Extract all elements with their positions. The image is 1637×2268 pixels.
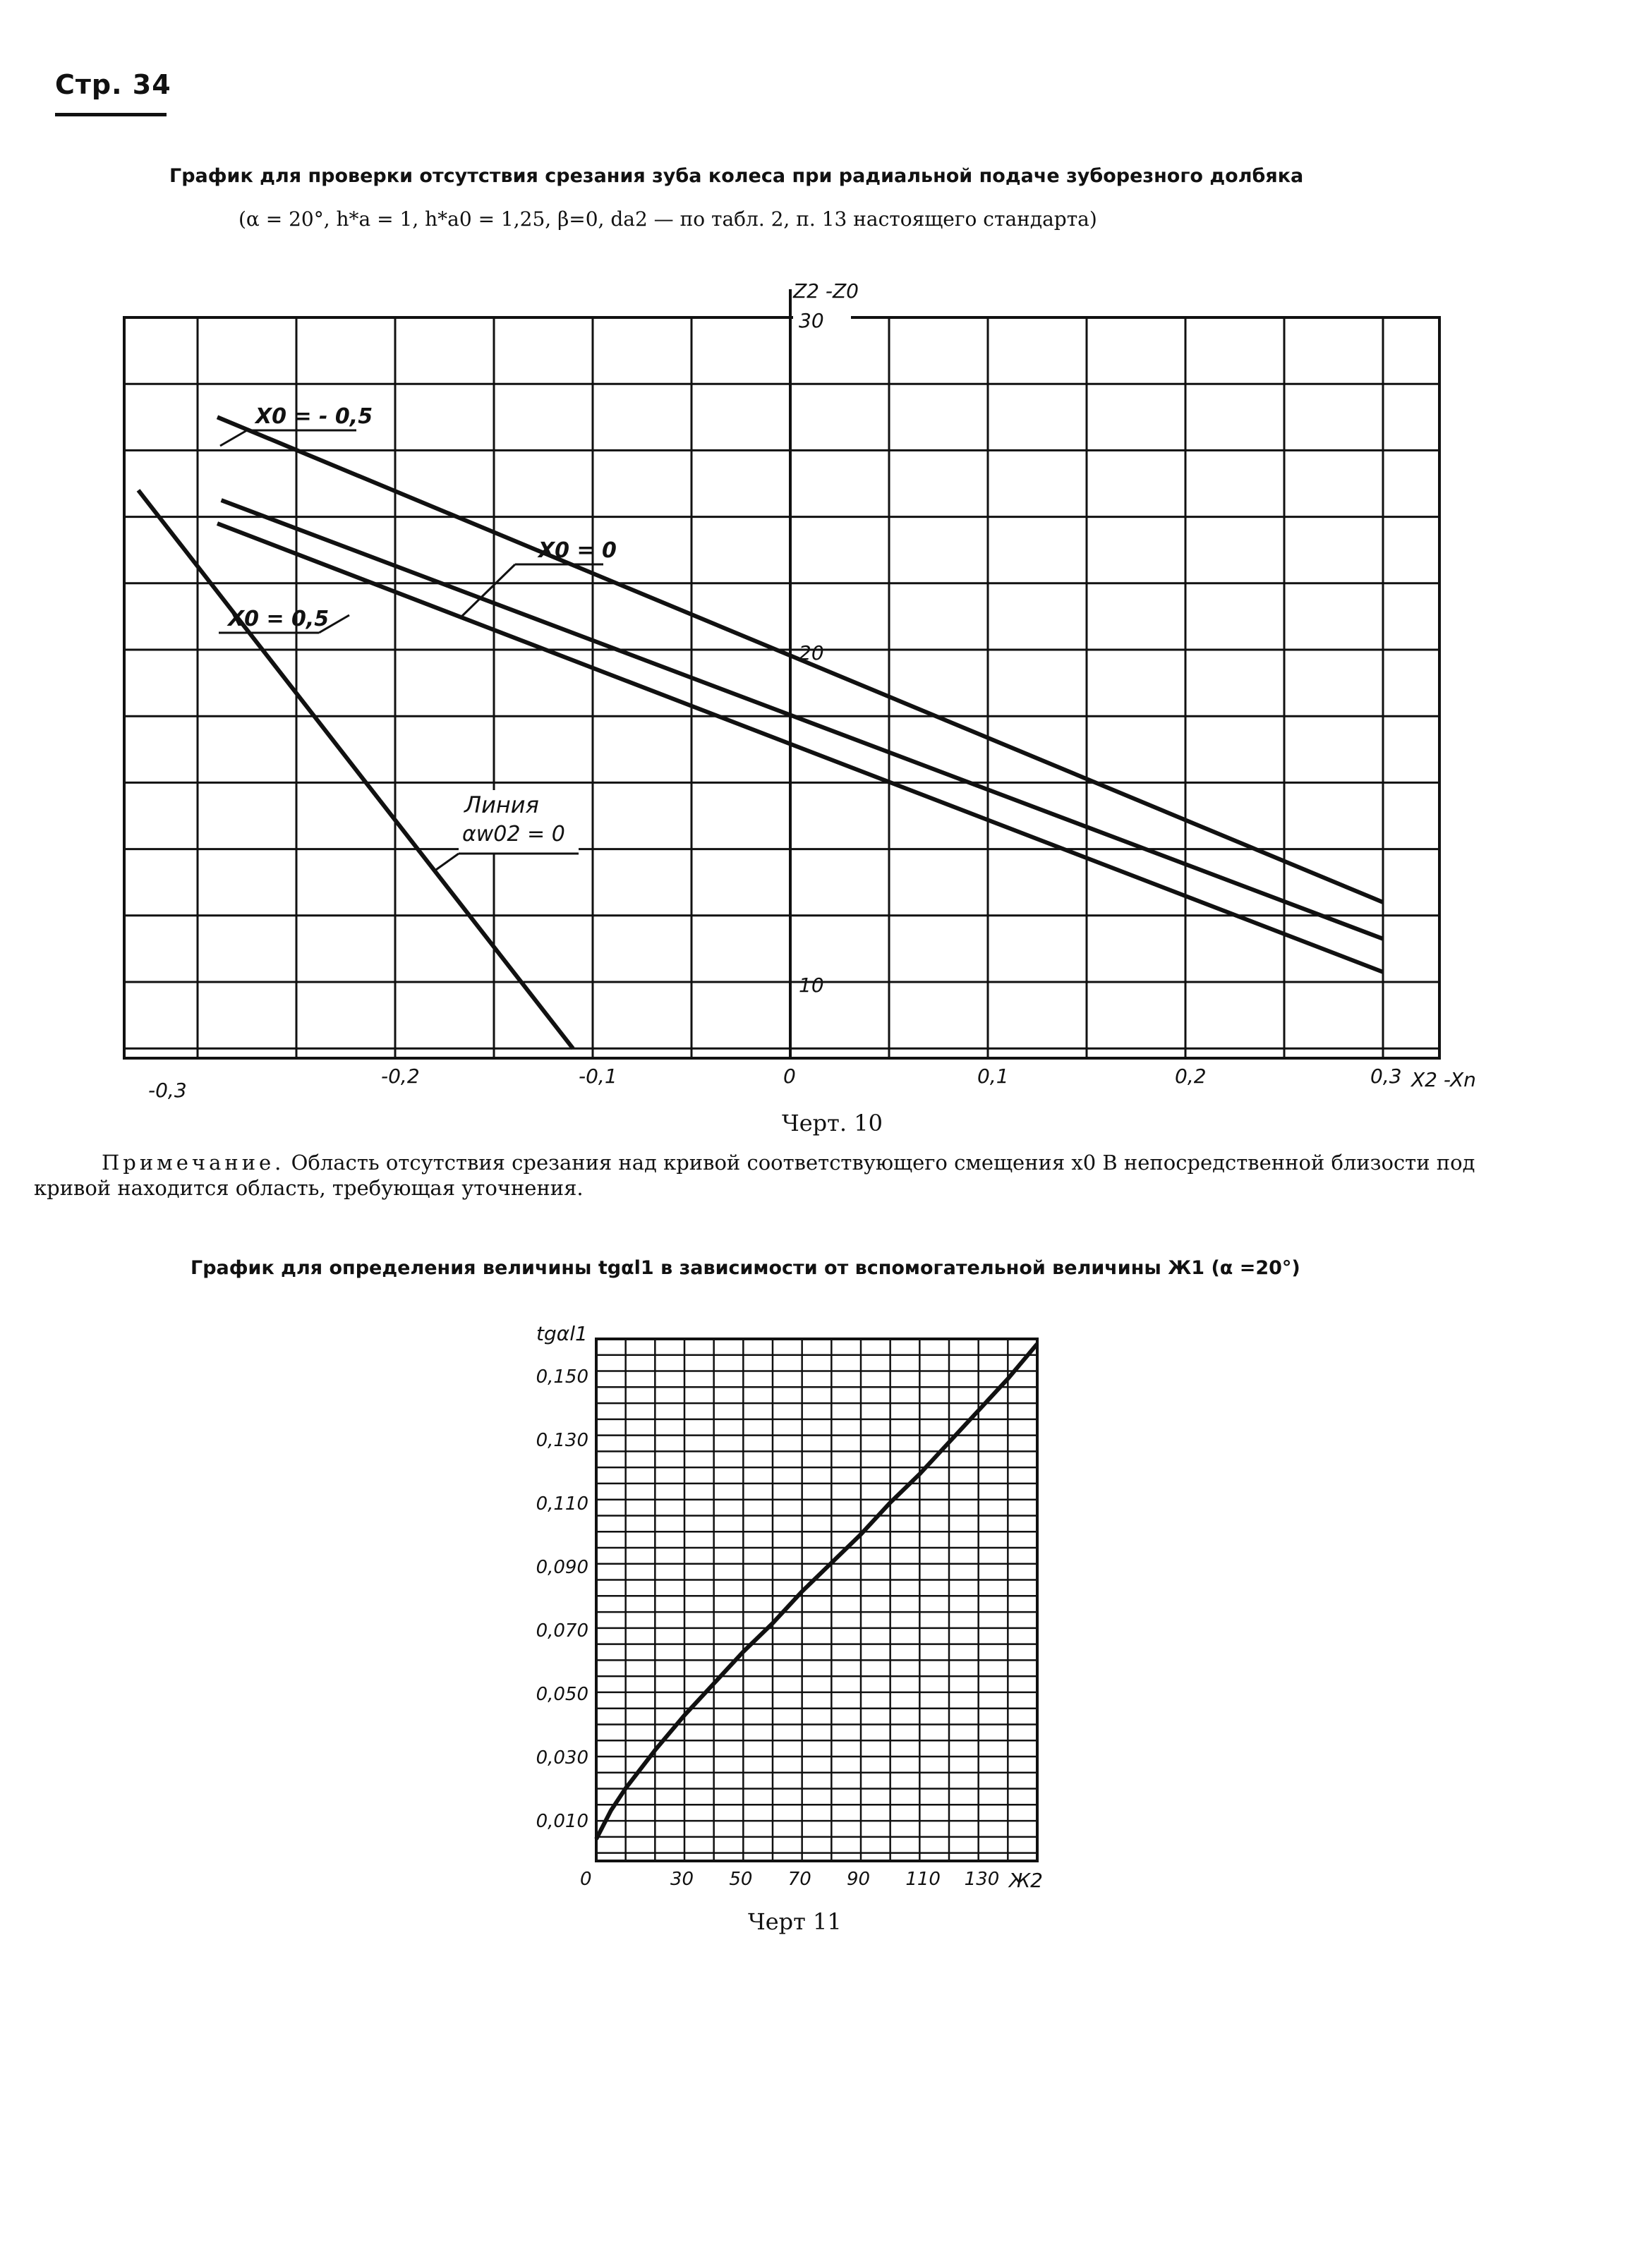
chart2-xtick-label: 130 <box>964 1869 1000 1890</box>
chart2-title: График для определения величины tgαl1 в зависимости от вспомогательной величины Ж1 (α =20°) <box>191 1257 1300 1279</box>
chart1-xticks <box>148 1065 1402 1102</box>
chart2-yticks <box>536 1366 588 1832</box>
chart2-ytick-label: 0,090 <box>536 1557 588 1578</box>
page-number: Стр. 34 <box>55 69 171 100</box>
chart1-xtick-label: 0,1 <box>977 1065 1009 1088</box>
label-x0-0-5: X0 = 0,5 <box>228 607 330 631</box>
chart1-xlabel: X2 -Xn <box>1411 1068 1476 1091</box>
chart1-title: График для проверки отсутствия срезания зуба колеса при радиальной подаче зуборезного долбяка <box>169 165 1304 187</box>
series-x0-0-5 <box>217 523 1383 972</box>
chart2-xlabel: Ж2 <box>1009 1869 1043 1892</box>
note-label: Примечание. <box>102 1151 285 1175</box>
leader-line <box>434 854 459 871</box>
chart1-xtick-label: -0,2 <box>381 1065 420 1088</box>
chart2-xtick-label: 110 <box>905 1869 941 1890</box>
chart1-xtick-label: 0,2 <box>1175 1065 1207 1088</box>
chart2-xtick-label: 50 <box>729 1869 753 1890</box>
label-x0-0: X0 = 0 <box>538 538 617 563</box>
chart2-ytick-label: 0,050 <box>536 1684 588 1705</box>
chart1-ylabel: Z2 -Z0 <box>793 279 859 303</box>
chart1-params: (α = 20°, h*a = 1, h*a0 = 1,25, β=0, da2 — по табл. 2, п. 13 настоящего стандарта) <box>238 207 1097 231</box>
chart1-ytick-label: 10 <box>799 974 824 997</box>
chart1-xtick-label: 0,3 <box>1370 1065 1402 1088</box>
chart2-curve <box>596 1344 1037 1839</box>
label-x0-minus-0-5: X0 = - 0,5 <box>255 404 373 429</box>
chart1-series <box>138 417 1383 1048</box>
chart2-ytick-label: 0,030 <box>536 1747 588 1769</box>
chart1-caption: Черт. 10 <box>782 1110 883 1136</box>
chart2-ytick-label: 0,110 <box>536 1493 588 1515</box>
chart2-ytick-label: 0,130 <box>536 1430 588 1451</box>
series-line-alpha-w02 <box>138 490 573 1048</box>
chart2-ytick-label: 0,010 <box>536 1811 588 1832</box>
chart1-note <box>34 1150 1530 1201</box>
chart1-xtick-label: -0,3 <box>148 1079 187 1102</box>
chart1-yticks <box>799 309 824 997</box>
chart2-xtick-label: 90 <box>847 1869 871 1890</box>
chart2-ytick-label: 0,150 <box>536 1366 588 1388</box>
leader-m05 <box>220 430 247 446</box>
chart2-xtick-label: 70 <box>787 1869 811 1890</box>
chart2-xtick-label: 0 <box>580 1869 592 1890</box>
chart1-ytick-label: 30 <box>799 309 824 332</box>
chart2-xticks <box>580 1869 999 1890</box>
label-line-word: Линия <box>464 792 539 818</box>
chart2-caption: Черт 11 <box>748 1908 842 1935</box>
chart1-xtick-label: -0,1 <box>579 1065 617 1088</box>
note-text: Область отсутствия срезания над кривой соответствующего смещения x0 В непосредственной близости под кривой находится область, требующая уточнения. <box>34 1151 1475 1200</box>
chart2-ylabel: tgαl1 <box>536 1322 588 1345</box>
chart2-series <box>596 1344 1037 1839</box>
chart2-ytick-label: 0,070 <box>536 1620 588 1642</box>
chart2-xtick-label: 30 <box>670 1869 694 1890</box>
chart1-xtick-label: 0 <box>783 1065 796 1088</box>
chart1-ytick-label: 20 <box>799 641 824 665</box>
label-alpha-w02: αw02 = 0 <box>462 822 565 847</box>
